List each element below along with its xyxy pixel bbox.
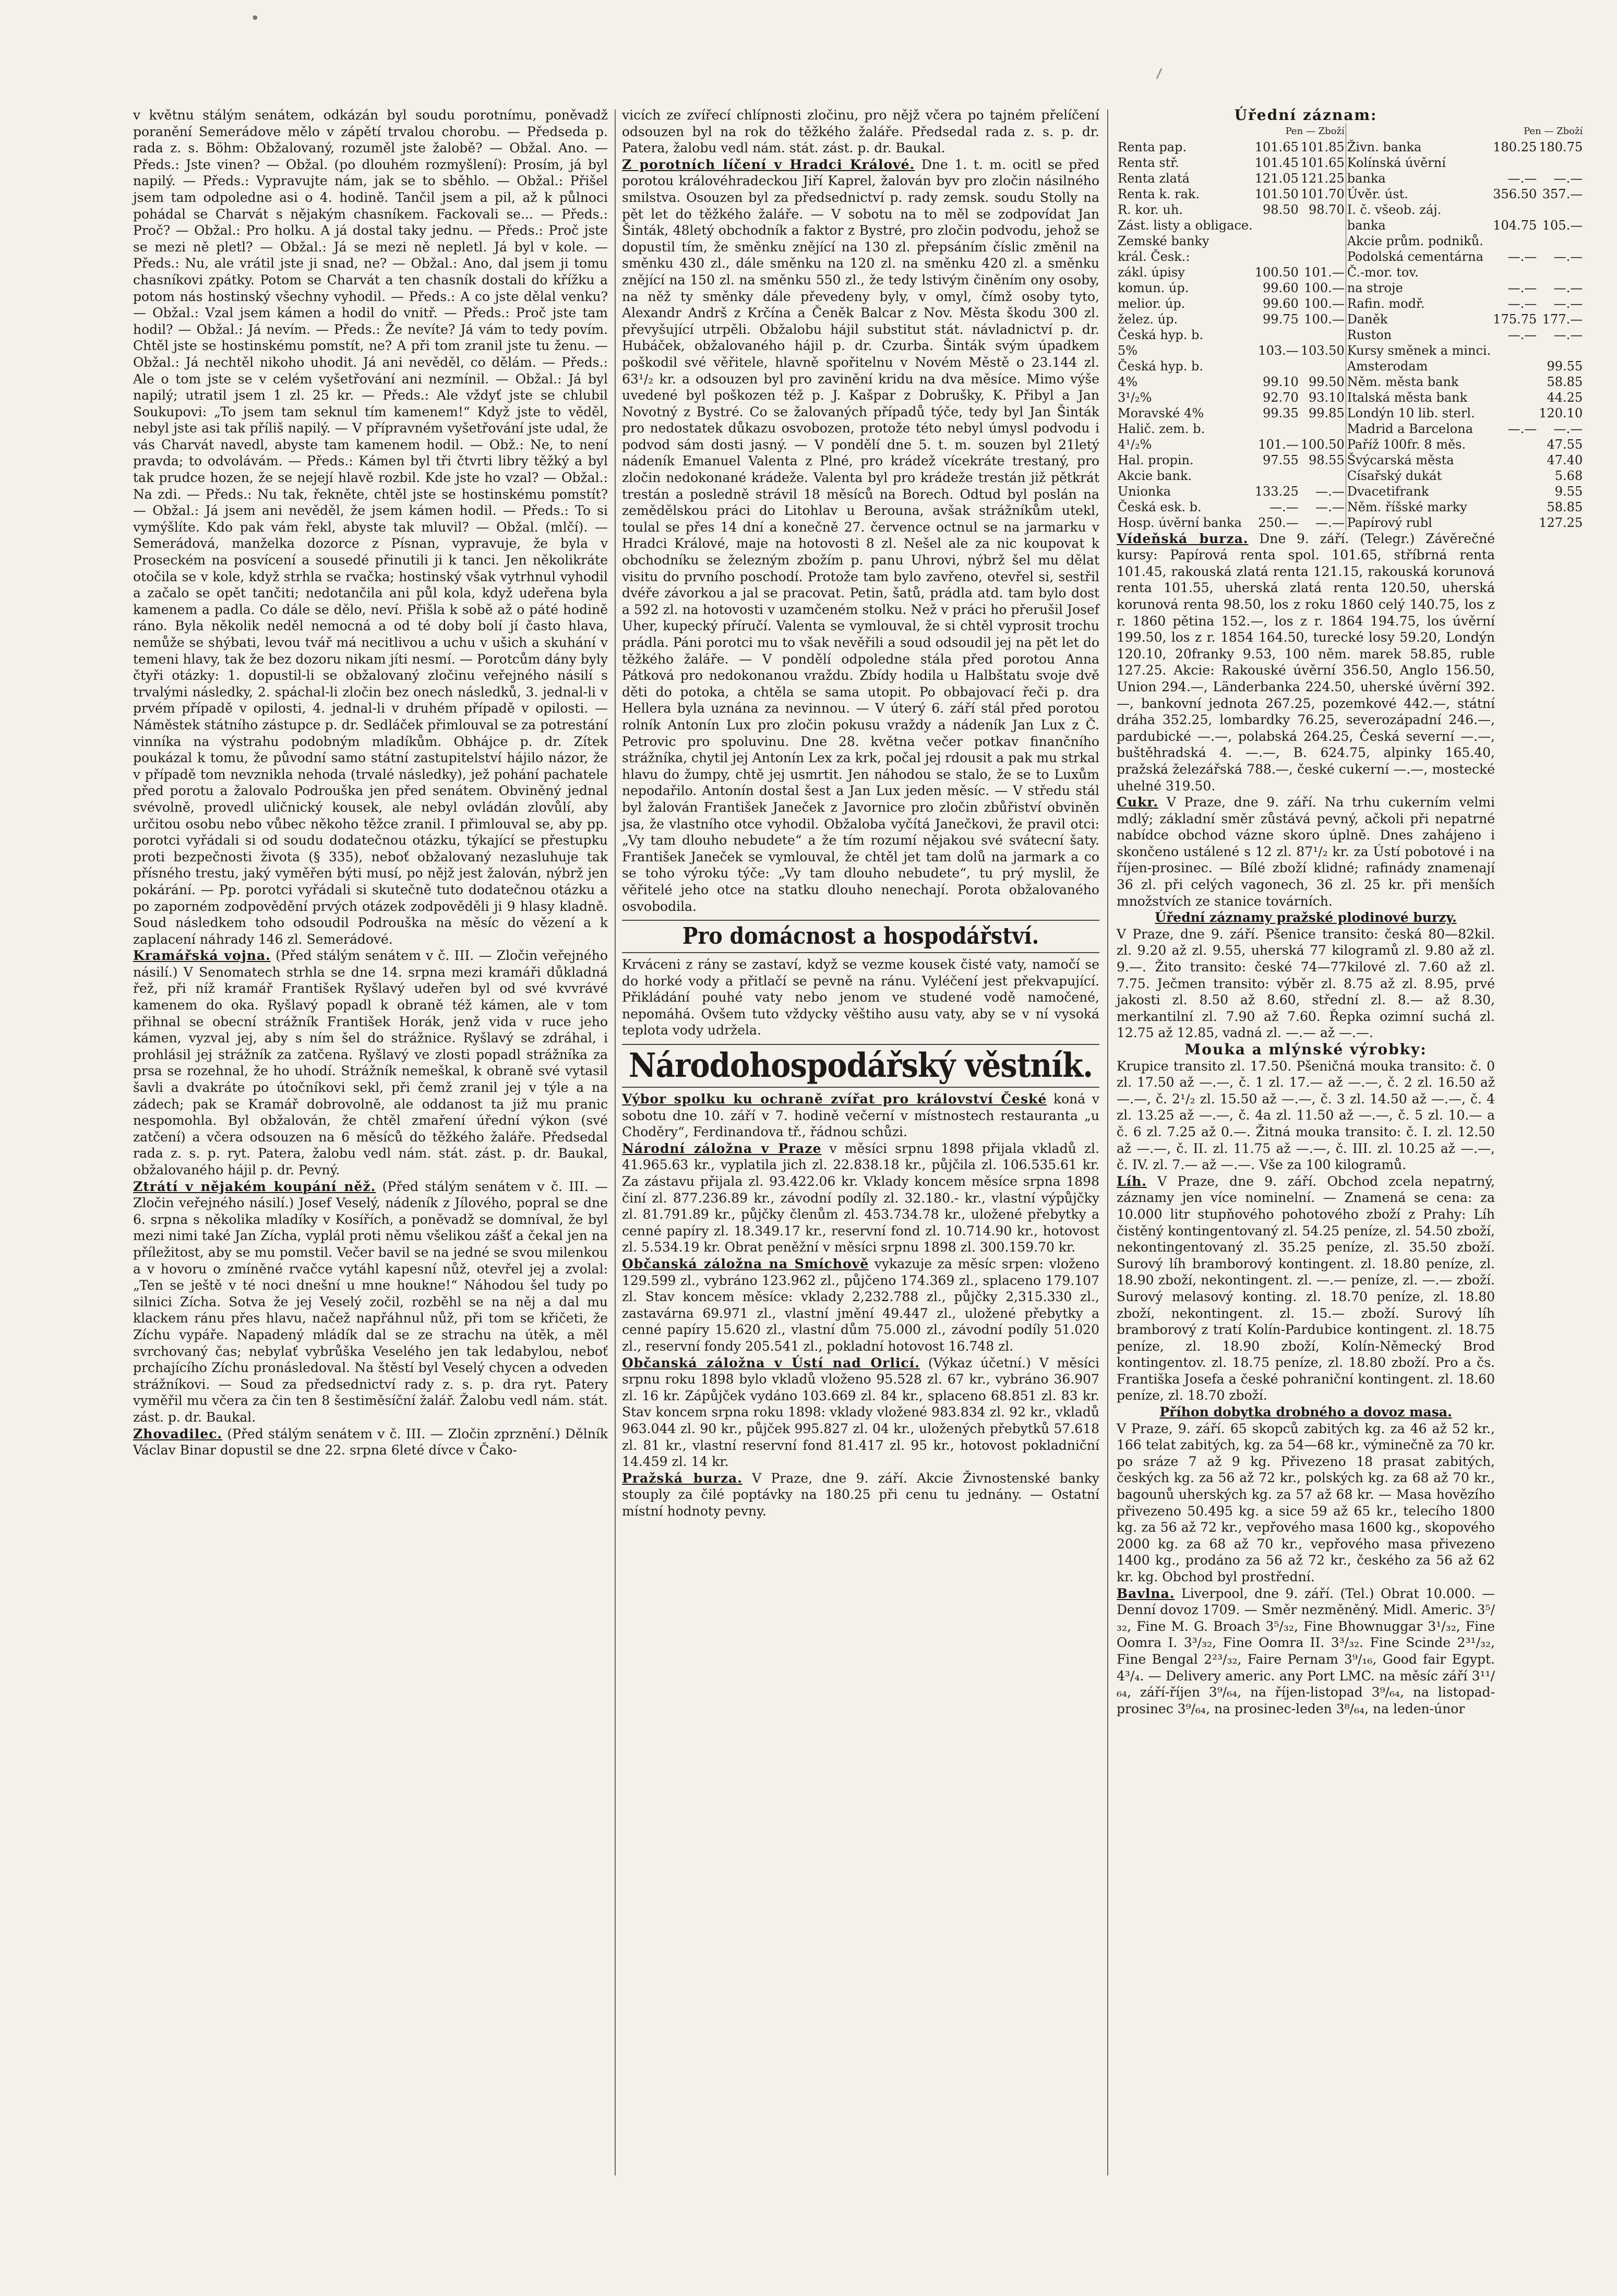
rates-row xyxy=(1117,452,1584,468)
rate-money-left: 133.25 xyxy=(1254,484,1299,499)
article-kramarska-vojna xyxy=(133,947,608,1178)
rate-goods-left xyxy=(1300,233,1346,249)
rate-goods-left xyxy=(1300,468,1346,484)
rate-money-left: 101.65 xyxy=(1254,139,1299,154)
market-title: Líh. xyxy=(1117,1173,1147,1189)
rate-goods-right: 99.55 xyxy=(1547,358,1583,374)
rate-money-left xyxy=(1254,358,1300,374)
rate-goods-left: —.— xyxy=(1315,499,1345,514)
rate-money-left xyxy=(1254,468,1300,484)
rate-goods-left: 101.70 xyxy=(1300,186,1345,201)
rates-row xyxy=(1117,171,1584,186)
rate-money-right xyxy=(1492,358,1538,374)
rate-name-right: Dvacetifrank xyxy=(1346,484,1492,499)
rate-goods-right: —.— xyxy=(1553,327,1583,342)
rate-goods-right xyxy=(1538,343,1584,358)
rate-money-right xyxy=(1492,155,1538,171)
article-porota-hradec xyxy=(622,157,1099,915)
rate-money-left xyxy=(1254,233,1300,249)
rate-name-left: R. kor. uh. xyxy=(1118,202,1183,217)
rate-name-right: Živn. banka xyxy=(1346,139,1492,155)
rate-name-left: Unionka xyxy=(1118,484,1171,499)
rates-head-right: Pen — Zboží xyxy=(1346,124,1584,139)
rate-goods-right: 58.85 xyxy=(1547,374,1583,389)
market-grain-text: V Praze, dne 9. září. Pšenice transito: česká 80—82kil. zl. 9.20 až zl. 9.55, uherská 77 kilogramů zl. 9.80 až zl. 9.—. Žito transito: české 74—77kilové zl. 7.60 až zl. 7.75. Ječmen transito: výběr zl. 8.75 až zl. 8.95, prvé jakosti zl. 8.50 až 8.60, střední zl. 8.— až 8.30, merkantilní zl. 7.90 až 7.60. Řepka ozimní suchá zl. 12.75 až 12.85, vadná zl. —.— až —.—. xyxy=(1117,926,1495,1041)
column-rule-2 xyxy=(1107,110,1108,2175)
rate-name-right: Londýn 10 lib. sterl. xyxy=(1346,405,1492,421)
rates-table xyxy=(1117,124,1584,531)
rate-name-left: král. Česk.: xyxy=(1118,249,1190,264)
rate-money-right: —.— xyxy=(1507,171,1537,186)
rate-money-left: 98.50 xyxy=(1263,202,1299,217)
rate-name-right: Podolská cementárna xyxy=(1346,249,1492,265)
rate-name-right: banka xyxy=(1346,218,1492,233)
rate-goods-left: —.— xyxy=(1315,515,1345,530)
rate-name-right: Paříž 100fr. 8 měs. xyxy=(1346,437,1492,452)
rate-money-right xyxy=(1492,233,1538,249)
rate-money-right: —.— xyxy=(1507,327,1537,342)
rate-goods-right: 120.10 xyxy=(1539,405,1583,420)
rate-goods-left: 100.— xyxy=(1304,311,1345,327)
rate-name-right: Akcie prům. podniků. xyxy=(1346,233,1492,249)
rate-goods-left: 93.10 xyxy=(1309,390,1345,405)
rate-name-right: Něm. říšské marky xyxy=(1346,499,1492,515)
rate-goods-right xyxy=(1538,202,1584,218)
market-text: V Praze, dne 9. září. Na trhu cukerním velmi mdlý; základní směr zůstává pevný, ačkoli při nepatrné nabídce obchod vázne skoro úplně. Dnes zahájeno i skončeno ustálené s 12 zl. 87¹/₂ kr. za Ústí pobotové i na říjen-prosinec. — Bílé zboží klidné; rafinády znamenají 36 zl. při celých vagonech, 36 zl. 25 kr. při menších množstvích ze stanice továrních. xyxy=(1117,795,1495,909)
rates-head-left: Pen — Zboží xyxy=(1285,125,1345,137)
rate-goods-right: 9.55 xyxy=(1554,484,1583,499)
rate-goods-right: —.— xyxy=(1553,249,1583,264)
rate-goods-right: 47.40 xyxy=(1547,452,1583,467)
rate-goods-right: 180.75 xyxy=(1539,139,1583,154)
rate-money-right xyxy=(1492,405,1538,421)
rate-name-right: Kursy směnek a minci. xyxy=(1346,343,1492,358)
rate-goods-right xyxy=(1538,265,1584,280)
rate-money-left: 101.50 xyxy=(1254,186,1299,201)
rate-name-left: Moravské 4% xyxy=(1118,405,1204,420)
rates-row xyxy=(1117,296,1584,311)
rate-goods-right: 58.85 xyxy=(1547,499,1583,514)
rates-table-body xyxy=(1117,124,1584,531)
rates-row xyxy=(1117,155,1584,171)
article-zhovadilec xyxy=(133,1426,608,1459)
article-text: Dne 1. t. m. ocitl se před porotou královéhradeckou Jiří Kaprel, žalován byv pro zločin násilného smilstva. Osouzen byl za předsednictví p. rady zemsk. soudu Stolly na pět let do těžkého žaláře. — V sobotu na to měl se zodpovídat Jan Šinták, 48letý obchodník a faktor z Bystré, pro zločin podvodu, jehož se dopustil tím, že směnku znějící na 130 zl. přepsáním číslic změnil na směnku 430 zl., dále směnku na 120 zl. na směnku 420 zl. a směnku znějící na 150 zl. na směnku 550 zl., že tedy lstivým činěním ony osoby, na něž ty směnky dále převedeny byly, v omyl, čímž osoby tyto, Alexandr Andrš z Krčína a Čeněk Balcar z Nov. Města škodu 300 zl. převyšující utrpěli. Obžalobu hájil substitut stát. návladnictví p. dr. Hubáček, obžalovaného hájil p. dr. Czurba. Šinták svým úpadkem poškodil své věřitele, hlavně spořitelnu v Novém Městě o 23.144 zl. 63¹/₂ kr. a odsouzen byl pro zavinění kridu na dva měsíce. Mimo výše uvedené byl poškozen též p. J. Kašpar z Dobrušky, K. Přibyl a Jan Novotný z Bystré. Co se žalovaných případů týče, tedy byl Jan Šinták pro nedostatek důkazu osvobozen, protože této nebyl úmysl podvodu i podvod sám dosti jasný. — V pondělí dne 5. t. m. souzen byl 21letý nádeník Emanuel Valenta z Plné, pro krádež vícekráte trestaný, pro zločin nedokonané krádeže. Valenta byl pro krádeže trestán již pětkrát trestán a posledně strávil 18 měsíců na Borech. Odtud byl poslán na zemědělskou práci do Litohlav u Berouna, avšak strážníkům utekl, toulal se přes 14 dní a konečně 27. července octnul se na jarmarku v Hradci Králové, maje na hotovosti 8 zl. Nešel ale za nic koupovat k obchodníku se železným zbožím p. panu Uhrovi, nýbrž šel mu dělat visitu do prvního poschodí. Protože tam bylo zavřeno, otevřel si, sestřil dvéře závorkou a jal se pracovat. Petin, šatů, prádla atd. tam bylo dost a 592 zl. na hotovosti v uzamčeném stolku. Než v práci ho přerušil Josef Uher, kupecký příručí. Valenta se vymlouval, že si chtěl vyprosit trochu prádla. Páni porotci mu to však nevěřili a soud odsoudil jej na pět let do těžkého žaláře. — V pondělí odpoledne stála před porotou Anna Pátková pro nedokonanou vraždu. Zbídy hodila u Halbštatu svoje dvě děti do potoka, a chtěla se sama utopit. Po obbajovací řeči p. dra Hellera byla uznána za nevinnou. — V úterý 6. září stál před porotou rolník Antonín Lux pro zločin pokusu vraždy a nádeník Jan Lux z Č. Petrovic pro spoluvinu. Dne 28. května večer potkav finančního strážníka, chytil jej Antonín Lex za krk, počal jej rdousit a pak mu strkal hlavu do žumpy, chtě jej usmrtit. Jen náhodou se stalo, že se to Luxům nepodařilo. Antonín dostal šest a Jan Lux jeden měsíc. — V středu stál byl žalován František Janeček z Javornice pro zločin zbůřiství obviněn jsa, že vlastního otce vyhodil. Obžaloba vyčítá Janečkovi, že pravil otci: „Vy tam dlouho nebudete“ a že tím rozumí nějakou své svátecní šaty. František Janeček se vymlouval, že chtěl jet tam dolů na jarmark a co se toho výroku týče: „Vy tam dlouho nebudete“, tu prý myslil, že věřitelé jeho otce na statku dlouho nenechají. Porota obžalovaného osvobodila. xyxy=(622,157,1100,914)
rate-name-left: Renta pap. xyxy=(1118,139,1187,154)
market-title: Vídeňská burza. xyxy=(1117,531,1249,546)
rate-money-right xyxy=(1492,452,1538,468)
rates-row xyxy=(1117,484,1584,499)
rate-name-left: 3¹/₂% xyxy=(1118,390,1152,405)
market-livestock-title: Příhon dobytka drobného a dovoz masa. xyxy=(1159,1404,1452,1420)
vestnik-item xyxy=(622,1140,1099,1256)
rate-name-right: I. č. všeob. záj. xyxy=(1346,202,1492,218)
rates-row xyxy=(1117,280,1584,296)
rate-goods-left xyxy=(1300,421,1346,437)
rates-row xyxy=(1117,327,1584,343)
rate-money-right: —.— xyxy=(1507,421,1537,436)
rate-money-right: —.— xyxy=(1507,249,1537,264)
rate-money-left: 99.35 xyxy=(1263,405,1299,420)
rate-name-left: Renta stř. xyxy=(1118,155,1179,170)
article-text: (Před stálým senátem v č. III. — Zločin veřejného násilí.) V Senomatech strhla se dne 14. srpna mezi kramáři důkladná řež, při níž kramář František Ryšlavý udeřen byl od své kvvrávé kamenem do oka. Ryšlavý popadl k obraně též kámen, ale v tom přihnal se obecní strážník František Horák, jenž vida v ruce jeho kámen, vyzval jej, aby s ním šel do strážnice. Ryšlavý se zdráhal, i prohlásil jej strážník za zatčena. Ryšlavý ve zlosti popadl strážníka za prsa se rozehnal, že ho uhodí. Strážník nemeškal, k obraně své vytasil šavli a dvakráte po útočníkovi sekl, při čemž zranil jej v týle a na zádech; pak se Kramář dobrovolně, ale oddanost ta již mu pranic nespomohla. Byl obžalován, že chtěl zmaření úřední výkon (své zatčení) a včera odsouzen na 6 měsíců do těžkého žaláře. Předsedal rada z. s. p. ryt. Patera, žalobu vedl nám. stát. zást. p. dr. Baukal, obžalovaného hájil p. dr. Pevný. xyxy=(133,948,608,1177)
vestnik-item-text: v měsíci srpnu 1898 přijala vkladů zl. 41.965.63 kr., vyplatila jich zl. 22.838.18 kr., půjčila zl. 106.535.61 kr. Za zástavu přijala zl. 93.422.06 kr. Vklady koncem měsíce srpna 1898 činí zl. 877.236.89 kr., závodní podíly zl. 32.180.- kr., vlastní výpůjčky zl. 81.791.89 kr., půjčky členům zl. 453.734.78 kr., uložené přebytky a cenné papíry zl. 18.349.17 kr., reservní fond zl. 10.714.90 kr., hotovost zl. 5.534.19 kr. Obrat peněžní v měsíci srpnu 1898 zl. 300.159.70 kr. xyxy=(622,1140,1099,1255)
rate-goods-left: 99.85 xyxy=(1309,405,1345,420)
rate-goods-left: 100.— xyxy=(1304,296,1345,311)
article-title: Kramářská vojna. xyxy=(133,948,271,964)
rate-money-right: —.— xyxy=(1507,296,1537,311)
article-title: Z porotních líčení v Hradci Králové. xyxy=(622,157,915,172)
rates-row xyxy=(1117,468,1584,484)
vestnik-item xyxy=(622,1256,1099,1355)
rates-row xyxy=(1117,437,1584,452)
rates-row xyxy=(1117,515,1584,531)
column-1 xyxy=(133,107,608,2189)
rate-money-right xyxy=(1492,437,1538,452)
rate-money-right xyxy=(1492,390,1538,405)
vestnik-item-text: V Praze, dne 9. září. Akcie Živnostenské banky stouply za čilé poptávky na 180.25 při cenu tu jednány. — Ostatní místní hodnoty pevny. xyxy=(622,1470,1099,1519)
rates-row xyxy=(1117,374,1584,390)
market-title: Bavlna. xyxy=(1117,1585,1175,1601)
rate-money-left: 101.— xyxy=(1258,437,1299,452)
rates-row xyxy=(1117,202,1584,218)
domacnost-text: Krváceni z rány se zastaví, když se vezme kousek čisté vaty, namočí se do horké vody a přitlačí se pevně na ránu. Vyléčení jest překvapující. Přikládání pouhé vaty nebo jenom ve studené vodě namočené, nepomáhá. Ovšem tuto vždycky věštiho ausu vaty, aby se v ní vysoká teplota vody udržela. xyxy=(622,957,1099,1038)
rate-money-left: 250.— xyxy=(1258,515,1299,530)
rate-name-left: Renta k. rak. xyxy=(1118,186,1200,201)
market-vienna xyxy=(1117,531,1495,795)
rates-row xyxy=(1117,218,1584,233)
rate-goods-right: —.— xyxy=(1553,280,1583,295)
rate-money-right xyxy=(1492,374,1538,390)
rate-name-left: Zást. listy a obligace. xyxy=(1118,218,1253,233)
market-bavlna xyxy=(1117,1585,1495,1717)
market-livestock-text: V Praze, 9. září. 65 skopců zabitých kg. za 46 až 52 kr., 166 telat zabitých, kg. za 54—68 kr., výminečně za 70 kr. po sráze 7 až 9 kg. Přivezeno 18 prasat zabitých, českých kg. za 56 až 72 kr., polských kg. za 68 až 70 kr., bagounů uherských kg. za 57 až 68 kr. — Masa hovězího přivezeno 50.495 kg. a sice 59 až 65 kr., telecího 1800 kg. za 56 až 72 kr., vepřového masa 1600 kg., skopového 2000 kg. za 68 až 70 kr., vepřového masa přivezeno 1400 kg., prodáno za 56 až 72 kr., českého za 56 až 62 kr. kg. Obchod byl prostřední. xyxy=(1117,1421,1495,1584)
rate-name-left: Česká esk. b. xyxy=(1118,499,1202,514)
rate-money-left: 100.50 xyxy=(1254,265,1299,280)
rates-row xyxy=(1117,343,1584,358)
rate-money-left: 99.60 xyxy=(1263,280,1299,295)
vestnik-item-text: (Výkaz účetní.) V měsíci srpnu roku 1898 bylo vkladů vloženo 95.528 zl. 67 kr., vybráno 36.907 zl. 16 kr. Zápůjček vydáno 103.669 zl. 84 kr., splaceno 68.851 zl. 83 kr. Stav koncem srpna roku 1898: vklady vložené 983.834 zl. 92 kr., vkladů 963.044 zl. 90 kr., půjček 995.827 zl. 04 kr., uložených přebytků 57.618 zl. 81 kr., vlastní reservní fond 81.417 zl. 95 kr., hotovost pokladniční 14.459 zl. 14 kr. xyxy=(622,1355,1099,1470)
rate-name-right: Něm. města bank xyxy=(1346,374,1492,390)
column-3 xyxy=(1117,106,1583,2189)
market-text: Liverpool, dne 9. září. (Tel.) Obrat 10.000. — Denní dovoz 1709. — Směr nezměněný. Midl. Americ. 3⁵/₃₂, Fine M. G. Broach 3⁵/₃₂, Fine Bhownuggar 3¹/₃₂, Fine Oomra I. 3³/₃₂, Fine Oomra II. 3³/₃₂. Fine Scinde 2³¹/₃₂, Fine Bengal 2²³/₃₂, Faire Pernam 3⁹/₁₆, Good fair Egypt. 4³/₄. — Delivery americ. any Port LMC. na měsíc září 3¹¹/₆₄, září-říjen 3⁹/₆₄, na říjen-listopad 3⁹/₆₄, na listopad-prosinec 3⁹/₆₄, na prosinec-leden 3⁸/₆₄, na leden-únor xyxy=(1117,1585,1495,1716)
rate-money-right xyxy=(1492,484,1538,499)
rate-name-left: komun. úp. xyxy=(1118,280,1189,295)
rate-goods-left: 101.65 xyxy=(1300,155,1345,170)
rate-name-right: Papírový rubl xyxy=(1346,515,1492,531)
rates-row xyxy=(1117,390,1584,405)
rate-name-left: Renta zlatá xyxy=(1118,171,1190,186)
rate-money-left: 121.05 xyxy=(1254,171,1299,186)
rate-goods-left: 121.25 xyxy=(1300,171,1345,186)
market-cukr xyxy=(1117,794,1495,909)
rate-name-left: Hosp. úvěrní banka xyxy=(1118,515,1242,530)
rate-goods-left: —.— xyxy=(1315,484,1345,499)
rate-money-left xyxy=(1254,327,1300,343)
vestnik-item-text: koná v sobotu dne 10. září v 7. hodině večerní v místnostech restauranta „u Choděry“, Ferdinandova tř., řádnou schůzi. xyxy=(622,1091,1099,1140)
rates-header-row xyxy=(1117,124,1584,139)
vestnik-item-title: Národní záložna v Praze xyxy=(622,1140,822,1156)
rate-goods-left xyxy=(1300,218,1346,233)
market-flour-text: Krupice transito zl. 17.50. Pšeničná mouka transito: č. 0 zl. 17.50 až —.—, č. 1 zl. 17.— až —.—, č. 2 zl. 16.50 až —.—, č. 2¹/₂ zl. 15.50 až —.—, č. 3 zl. 14.50 až —.—, č. 4 zl. 13.25 až —.—, č. 4a zl. 11.50 až —.—, č. 5 zl. 10.— a č. 6 zl. 7.25 až 0.—. Žitná mouka transito: č. I. zl. 12.50 až —.—, č. II. zl. 11.75 až —.—, č. III. zl. 10.25 až —.—, č. IV. zl. 7.— až —.—. Vše za 100 kilogramů. xyxy=(1117,1058,1495,1173)
rate-goods-right: 177.— xyxy=(1542,311,1583,327)
rate-goods-left xyxy=(1300,249,1346,265)
scan-fleck xyxy=(1156,68,1162,79)
vestnik-item-text: vykazuje za měsíc srpen: vloženo 129.599 zl., vybráno 123.962 zl., půjčeno 174.369 zl., splaceno 179.107 zl. Stav koncem měsíce: vklady 2,232.788 zl., půjčky 2,315.330 zl., zastavárna 69.971 zl., vlastní jmění 49.447 zl., uložené přebytky a cenné papíry 15.620 zl., vlastní dům 75.000 zl., závodní podíly 51.020 zl., reservní fondy 205.541 zl., pokladní hotovost 16.748 zl. xyxy=(622,1256,1099,1354)
market-text: V Praze, dne 9. září. Obchod zcela nepatrný, záznamy jen více nominelní. — Znamená se cena: za 10.000 litr stupňového pohotového zboží z Prahy: Líh čistěný kontingentovaný zl. 54.25 peníze, zl. 54.50 zboží, nekontingentovaný zl. 35.25 peníze, zl. 35.50 zboží. Surový líh bramborový kontingent. zl. 18.80 peníze, zl. 18.90 zboží, nekontingent. zl. —.— peníze, zl. —.— zboží. Surový melasový konting. zl. 18.70 peníze, zl. 18.80 zboží, nekontingent. zl. 15.— zboží. Surový líh bramborový z tratí Kolín-Pardubice kontingent. zl. 18.75 peníze, zl. 18.90 zboží, Kolín-Německý Brod kontingentov. zl. 18.75 peníze, zl. 18.80 zboží. Pro a čs. Františka Josefa a české pohraniční kontingent. zl. 18.60 peníze, zl. 18.70 zboží. xyxy=(1117,1173,1495,1403)
rate-goods-left: 103.50 xyxy=(1300,343,1345,358)
rate-name-right: Italská města bank xyxy=(1346,390,1492,405)
rate-name-left: Zemské banky xyxy=(1118,233,1209,248)
rate-money-right: 175.75 xyxy=(1493,311,1537,327)
rate-goods-right: 47.55 xyxy=(1547,437,1583,452)
rate-goods-right: 127.25 xyxy=(1539,515,1583,530)
rate-goods-right: 357.— xyxy=(1542,186,1583,201)
rate-money-left xyxy=(1254,421,1300,437)
rate-name-right: Amsterodam xyxy=(1346,358,1492,374)
rate-name-right: Císařský dukát xyxy=(1346,468,1492,484)
rate-money-right xyxy=(1492,343,1538,358)
page-mark: • xyxy=(250,9,260,28)
rate-name-right: Č.-mor. tov. xyxy=(1346,265,1492,280)
rate-goods-right: —.— xyxy=(1553,296,1583,311)
rate-money-left: 92.70 xyxy=(1263,390,1299,405)
market-lih xyxy=(1117,1173,1495,1404)
market-grain-title: Úřední záznamy pražské plodinové burzy. xyxy=(1155,910,1457,925)
vestnik-item-title: Občanská záložna na Smíchově xyxy=(622,1256,869,1271)
rates-row xyxy=(1117,186,1584,202)
rate-name-left: Česká hyp. b. xyxy=(1118,358,1203,374)
rates-row xyxy=(1117,265,1584,280)
rate-name-right: Ruston xyxy=(1346,327,1492,343)
rate-money-right: 356.50 xyxy=(1493,186,1537,201)
rate-name-right: banka xyxy=(1346,171,1492,186)
section-heading-domacnost: Pro domácnost a hospodářství. xyxy=(622,920,1099,953)
market-text: Dne 9. září. (Telegr.) Závěrečné kursy: Papírová renta spol. 101.65, stříbrná renta 101.45, rakouská zlatá renta 121.15, rakouská korunová renta 101.55, uherská zlatá renta 120.50, uherská korunová renta 98.50, los z roku 1860 celý 140.75, los z r. 1860 pětina 152.—, los z r. 1864 194.75, los úvěrní 199.50, los z r. 1854 164.50, turecké losy 59.20, Londýn 120.10, 20franky 9.53, 100 něm. marek 58.85, ruble 127.25. Akcie: Rakouské úvěrní 356.50, Anglo 156.50, Union 294.—, Länderbanka 224.50, uherské úvěrní 392.—, bankovní jednota 267.25, pozemkové 442.—, státní dráha 352.25, lombardky 76.25, severozápadní 246.—, pardubické —.—, polabská 264.25, Česká severní —.—, buštěhradská 4. —.—, B. 624.75, alpinky 165.40, pražská železářská 788.—, české cukerní —.—, mostecké uhelné 319.50. xyxy=(1117,531,1495,794)
rate-name-left: zákl. úpisy xyxy=(1118,265,1185,280)
article-title: Ztrátí v nějakém koupání něž. xyxy=(133,1179,376,1194)
rate-name-right: Rafin. modř. xyxy=(1346,296,1492,311)
rate-name-right: Madrid a Barcelona xyxy=(1346,421,1492,437)
section-heading-vestnik: Národohospodářský věstník. xyxy=(622,1044,1099,1088)
rate-name-left: 4% xyxy=(1118,374,1138,389)
rate-name-right: Úvěr. úst. xyxy=(1346,186,1492,202)
rate-money-right: 104.75 xyxy=(1493,218,1537,233)
rate-goods-right: —.— xyxy=(1553,421,1583,436)
rates-row xyxy=(1117,311,1584,327)
rate-money-left: 103.— xyxy=(1258,343,1299,358)
rate-name-right: Švýcarská města xyxy=(1346,452,1492,468)
rate-goods-left: 100.— xyxy=(1304,280,1345,295)
rate-money-right: 180.25 xyxy=(1493,139,1537,154)
vestnik-item-title: Výbor spolku ku ochraně zvířat pro království České xyxy=(622,1091,1047,1107)
rate-name-right: Daněk xyxy=(1346,311,1492,327)
rate-goods-left xyxy=(1300,327,1346,343)
rates-row xyxy=(1117,499,1584,515)
rate-money-right xyxy=(1492,202,1538,218)
rate-money-left: 99.10 xyxy=(1263,374,1299,389)
rates-row xyxy=(1117,421,1584,437)
rate-goods-right xyxy=(1538,155,1584,171)
rate-goods-right xyxy=(1538,233,1584,249)
rate-money-left: —.— xyxy=(1269,499,1299,514)
rate-money-right xyxy=(1492,515,1538,531)
rates-row xyxy=(1117,249,1584,265)
rate-name-left: Hal. propin. xyxy=(1118,452,1194,467)
rate-money-right: —.— xyxy=(1507,280,1537,295)
vestnik-item xyxy=(622,1091,1099,1140)
rate-money-right xyxy=(1492,468,1538,484)
article-text: (Před stálým senátem v č. III. — Zločin zprznění.) Dělník Václav Binar dopustil se dne 22. srpna 6leté dívce v Čako- xyxy=(133,1426,608,1458)
court-report-podrousek: v květnu stálým senátem, odkázán byl soudu porotnímu, poněvadž poranění Semerádove mělo v zápětí trvalou chorobu. — Předseda p. rada z. s. Böhm: Obžalovaný, rozuměl jste žalobě? — Obžal. Ano. — Předs.: Jste vinen? — Obžal. (po dlouhém rozmyšlení): Prosím, já byl napilý. — Předs.: Vypravujte nám, jak se to sběhlo. — Obžal.: Přišel jsem tam odpoledne asi o 4. hodině. Tančil jsem a pil, až k půlnoci pohádal se Charvát s nějakým chasníkem. Fackovali se... — Předs.: Proč? — Obžal.: Pro holku. A já dostal taky jednu. — Předs.: Proč jste se mezi ně pletl? — Obžal.: Já se mezi ně nepletl. Já byl v kole. — Předs.: Nu, ale vrátil jste ji snad, ne? — Obžal.: Ano, dal jsem ji tomu chasníkovi zpátky. Potom se Charvát a ten chasník dostali do křížku a potom nás hostinský všechny vyhodil. — Předs.: A co jste dělal venku? — Obžal.: Vzal jsem kámen a hodil do vnitř. — Předs.: Proč jste tam hodil? — Obžal.: Já nevím. — Předs.: Že nevíte? Já vám to tedy povím. Chtěl jste se hostinskému pomstít, ne? A při tom zranil jste tu ženu. — Obžal.: Já nechtěl nikoho uhodit. Já ani nevěděl, co dělám. — Předs.: Ale o tom jste se v celém vyšetřování ani nezmínil. — Obžal.: Já byl napilý; utratil jsem 1 zl. 25 kr. — Předs.: Ale vždyť jste se chlubil Soukupovi: „To jsem tam seknul tím kamenem!“ Když jste to věděl, nebyl jste asi tak příliš napilý. — V přípravném vyšetřování jste udal, že vás Charvát navedl, abyste tam kamenem hodil. — Obž.: Ne, to není pravda; to odvolávám. — Předs.: Kámen byl tři čtvrti libry těžký a byl tak prudce hozen, že se nejejí hlavě rozbil. Kde jste ho vzal? — Obžal.: Na zdi. — Předs.: Nu tak, řekněte, chtěl jste se hostinskému pomstít? — Obžal.: Já jsem ani nevěděl, že jsem kámen hodil. — Předs.: To si vymýšlíte. Kdo pak vám řekl, abyste tak mluvil? — Obžal. (mlčí). — Semerádová, manželka dozorce z Písnan, vypravuje, že byla v Proseckém na posvícení a sousedé přinutili ji k tanci. Jen několikráte otočila se v kole, když strhla se rvačka; hostinský však vytrhnul vyhodil a začalo se opět tančiti; nedotančila ani půl kola, když udeřena byla kamenem a padla. Co dále se dělo, neví. Přišla k sobě až o páté hodině ráno. Byla několik neděl nemocná a od té doby bolí jí často hlava, nemůže se shýbati, levou tvář má necitlivou a uchu v ušich a skuhání v temeni hlavy, tak že bez dozoru nikam jíti nesmí. — Porotcům dány byly čtyři otázky: 1. dopustil-li se obžalovaný zločinu veřejného násilí s trvalými následky, 2. spáchal-li zločin bez onech následků, 3. jednal-li v prvém případě v opilosti, 4. jednal-li v druhém případě v opilosti. — Náměstek státního zástupce p. dr. Sedláček přimlouval se za potrestání vinníka na výstrahu podobným mladíkům. Obhájce p. dr. Zítek poukázal k tomu, že původní samo státní zastupitelství hájilo názor, že v případě tom nevznikla nehoda (trvalé následky), jež pohání pachatele před porotu a žalovalo Podrouška jen před senátem. Obviněný jednal svévolně, provedl uličnický kousek, ale nebyl ovládán zlovůlí, aby určitou osobu nebo vůbec někoho těžce zranil. I přimlouval se, aby pp. porotci vyřádali si od soudu dodatečnou otázku, týkající se přestupku proti bezpečnosti života (§ 335), neboť obžalovaný nezasluhuje tak přísného trestu, jaký vyměřen býti musí, po nějž jest žalován, nýbrž jen pokárání. — Pp. porotci vyřádali si skutečně tuto dodatečnou otázku a po zaporném zodpovědění prvých otázek zodpověděli ji 9 hlasy kladně. Soud následkem toho odsoudil Podrouška na měsíc do vězení a k zaplacení náhrady 146 zl. Semerádové. xyxy=(133,107,608,947)
rate-goods-right: —.— xyxy=(1553,171,1583,186)
rate-money-left xyxy=(1254,249,1300,265)
article-text: (Před stálým senátem v č. III. — Zločin veřejného násilí.) Josef Veselý, nádeník z Jílového, popral se dne 6. srpna s několika mladíky v Kosířích, a poněvadž se domníval, že byl mezi nimi také Jan Zícha, vyplál proti němu všelikou zášť a čekal jen na příležitost, aby se mu pomstil. Večer bavil se na jedné se svou milenkou a v hovoru o zmíněné rvačce vytáhl kapesní nůž, otevřel jej a zvolal: „Ten se ještě v té noci dnešní u mne houkne!“ Náhodou šel tudy po silnici Zícha. Sotva že jej Veselý zočil, rozběhl se na něj a dal mu klackem ránu přes hlavu, načež napřáhnul nůž, při tom se křičeti, že Zíchu vypáře. Napadený mládík dal se ze strachu na útěk, a měl svrchovaný čas; nebylať vybrůška Veselého jen tak ledabylou, neboť prchajícího Zíchu pronásledoval. Na štěstí byl Veselý chycen a odveden strážníkovi. — Soud za předsednictví rady z. s. p. dra ryt. Patery vyměřil mu včera za čin ten 8 šestiměsíční žalář. Žalobu vedl nám. stát. zást. p. dr. Baukal. xyxy=(133,1179,608,1425)
rates-row xyxy=(1117,358,1584,374)
rate-money-right xyxy=(1492,499,1538,515)
rates-row xyxy=(1117,139,1584,155)
column-2 xyxy=(622,107,1099,2189)
rate-goods-left: 98.70 xyxy=(1309,202,1345,217)
rate-goods-left: 98.55 xyxy=(1309,452,1345,467)
column-rule-1 xyxy=(615,110,616,2175)
rate-goods-right: 105.— xyxy=(1542,218,1583,233)
rates-row xyxy=(1117,405,1584,421)
article-continuation: vicích ze zvířecí chlípnosti zločinu, pro nějž včera po tajném přelíčení odsouzen byl na rok do těžkého žaláře. Předsedal rada z. s. p. dr. Patera, žalobu vedl nám. stát. zást. p. dr. Baukal. xyxy=(622,107,1099,156)
vestnik-item-title: Pražská burza. xyxy=(622,1470,742,1486)
rate-name-right: na stroje xyxy=(1346,280,1492,296)
rate-name-left: Česká hyp. b. xyxy=(1118,327,1203,342)
rate-goods-left xyxy=(1300,358,1346,374)
rate-goods-left: 100.50 xyxy=(1300,437,1345,452)
rate-goods-left: 99.50 xyxy=(1309,374,1345,389)
rate-money-left: 97.55 xyxy=(1263,452,1299,467)
rate-money-left: 99.75 xyxy=(1263,311,1299,327)
rate-goods-right: 44.25 xyxy=(1547,390,1583,405)
rate-name-left: 5% xyxy=(1118,343,1138,358)
rate-name-left: 4¹/₂% xyxy=(1118,437,1152,452)
article-title: Zhovadilec. xyxy=(133,1426,223,1441)
vestnik-item-title: Občanská záložna v Ústí nad Orlicí. xyxy=(622,1355,920,1371)
vestnik-item xyxy=(622,1470,1099,1520)
market-flour-title: Mouka a mlýnské výrobky: xyxy=(1184,1041,1427,1058)
market-title: Cukr. xyxy=(1117,795,1158,810)
vestnik-item xyxy=(622,1355,1099,1470)
rate-money-left xyxy=(1254,218,1300,233)
rates-row xyxy=(1117,233,1584,249)
rate-goods-right: 5.68 xyxy=(1554,468,1583,483)
rate-name-left: melior. úp. xyxy=(1118,296,1185,311)
article-ztrati-nuz xyxy=(133,1179,608,1426)
rate-money-left: 101.45 xyxy=(1254,155,1299,170)
rate-goods-left: 101.85 xyxy=(1300,139,1345,154)
rate-money-left: 99.60 xyxy=(1263,296,1299,311)
rate-name-left: želez. úp. xyxy=(1118,311,1178,327)
rate-name-left: Halič. zem. b. xyxy=(1118,421,1205,436)
rate-goods-left: 101.— xyxy=(1304,265,1345,280)
rate-name-right: Kolínská úvěrní xyxy=(1346,155,1492,171)
rates-title: Úřední záznam: xyxy=(1234,106,1378,124)
rate-money-right xyxy=(1492,265,1538,280)
rate-name-left: Akcie bank. xyxy=(1118,468,1192,483)
